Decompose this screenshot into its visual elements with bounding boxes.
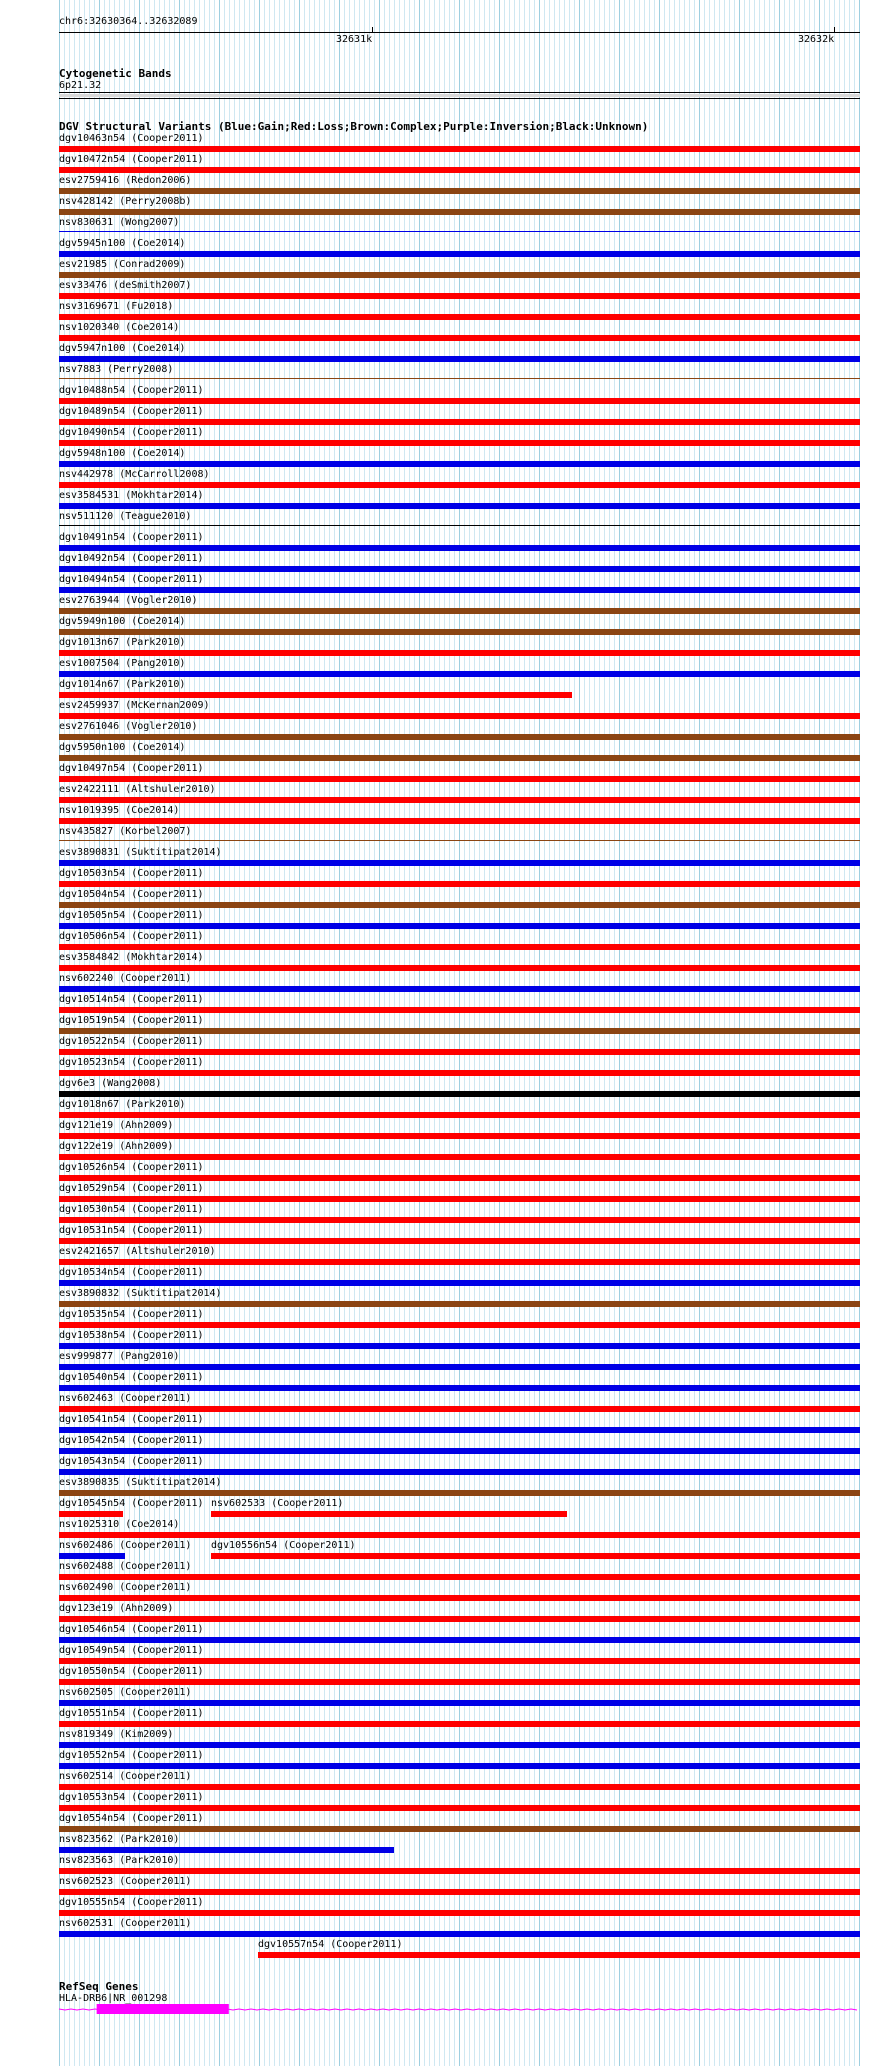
dgv-variant-label[interactable]: dgv10506n54 (Cooper2011) <box>59 931 204 942</box>
dgv-variant-bar[interactable] <box>59 1490 860 1496</box>
dgv-variant-bar[interactable] <box>211 1511 567 1517</box>
dgv-variant-label[interactable]: dgv10549n54 (Cooper2011) <box>59 1645 204 1656</box>
dgv-variant-bar[interactable] <box>59 1469 860 1475</box>
dgv-variant-label[interactable]: nsv819349 (Kim2009) <box>59 1729 174 1740</box>
dgv-variant-bar[interactable] <box>59 1322 860 1328</box>
refseq-exon-block[interactable] <box>97 2004 229 2014</box>
dgv-variant-bar[interactable] <box>59 1343 860 1349</box>
dgv-variant-bar[interactable] <box>59 629 860 635</box>
cytoband-track-title[interactable]: Cytogenetic Bands <box>59 67 172 80</box>
dgv-variant-label[interactable]: dgv10552n54 (Cooper2011) <box>59 1750 204 1761</box>
dgv-variant-bar[interactable] <box>59 1616 860 1622</box>
dgv-variant-bar[interactable] <box>258 1952 860 1958</box>
dgv-variant-label[interactable]: dgv10523n54 (Cooper2011) <box>59 1057 204 1068</box>
dgv-variant-bar[interactable] <box>59 1238 860 1244</box>
dgv-variant-bar[interactable] <box>59 461 860 467</box>
dgv-variant-label[interactable]: dgv10553n54 (Cooper2011) <box>59 1792 204 1803</box>
dgv-variant-bar[interactable] <box>59 1196 860 1202</box>
dgv-variant-bar[interactable] <box>59 251 860 257</box>
dgv-variant-label[interactable]: nsv1020340 (Coe2014) <box>59 322 180 333</box>
dgv-variant-label[interactable]: dgv10489n54 (Cooper2011) <box>59 406 204 417</box>
dgv-variant-label[interactable]: esv1007504 (Pang2010) <box>59 658 186 669</box>
dgv-variant-label[interactable]: dgv10488n54 (Cooper2011) <box>59 385 204 396</box>
dgv-variant-label[interactable]: nsv435827 (Korbel2007) <box>59 826 192 837</box>
dgv-variant-label[interactable]: dgv10550n54 (Cooper2011) <box>59 1666 204 1677</box>
ruler-tick-label-32631k: 32631k <box>336 34 373 45</box>
dgv-variant-bar[interactable] <box>59 1532 860 1538</box>
dgv-variant-label[interactable]: esv3890831 (Suktitipat2014) <box>59 847 222 858</box>
dgv-variant-bar[interactable] <box>59 587 860 593</box>
dgv-variant-bar[interactable] <box>59 188 860 194</box>
dgv-variant-label[interactable]: esv3890835 (Suktitipat2014) <box>59 1477 222 1488</box>
dgv-variant-label[interactable]: esv2761046 (Vogler2010) <box>59 721 198 732</box>
dgv-variant-bar[interactable] <box>59 146 860 152</box>
dgv-variant-bar[interactable] <box>59 1742 860 1748</box>
dgv-variant-bar[interactable] <box>59 482 860 488</box>
dgv-variant-bar[interactable] <box>59 525 860 526</box>
cytoband-band-6p21.32[interactable] <box>59 94 860 97</box>
dgv-variant-bar[interactable] <box>59 356 860 362</box>
dgv-variant-bar[interactable] <box>59 378 860 379</box>
dgv-variant-label[interactable]: nsv1025310 (Coe2014) <box>59 1519 180 1530</box>
dgv-variant-label[interactable]: dgv10490n54 (Cooper2011) <box>59 427 204 438</box>
dgv-variant-bar[interactable] <box>59 776 860 782</box>
dgv-variant-bar[interactable] <box>59 314 860 320</box>
ruler-axis-line <box>59 32 860 33</box>
dgv-variant-label[interactable]: esv2421657 (Altshuler2010) <box>59 1246 216 1257</box>
dgv-variant-label[interactable]: nsv823562 (Park2010) <box>59 1834 180 1845</box>
ruler-tick-32631k <box>372 27 373 33</box>
dgv-variant-bar[interactable] <box>59 209 860 215</box>
dgv-variant-bar[interactable] <box>59 1847 394 1853</box>
dgv-variant-label[interactable]: nsv3169671 (Fu2018) <box>59 301 174 312</box>
dgv-variant-bar[interactable] <box>59 1700 860 1706</box>
dgv-variant-label[interactable]: dgv1014n67 (Park2010) <box>59 679 186 690</box>
dgv-variant-label[interactable]: dgv10530n54 (Cooper2011) <box>59 1204 204 1215</box>
dgv-variant-bar[interactable] <box>59 1007 860 1013</box>
dgv-variant-label[interactable]: nsv428142 (Perry2008b) <box>59 196 192 207</box>
dgv-variant-label[interactable]: nsv602463 (Cooper2011) <box>59 1393 192 1404</box>
dgv-variant-label[interactable]: dgv5950n100 (Coe2014) <box>59 742 186 753</box>
dgv-variant-bar[interactable] <box>59 608 860 614</box>
dgv-variant-bar[interactable] <box>59 1070 860 1076</box>
dgv-variant-label[interactable]: dgv10546n54 (Cooper2011) <box>59 1624 204 1635</box>
dgv-variant-label[interactable]: esv3584531 (Mokhtar2014) <box>59 490 204 501</box>
dgv-variant-bar[interactable] <box>59 650 860 656</box>
dgv-variant-label[interactable]: dgv10514n54 (Cooper2011) <box>59 994 204 1005</box>
dgv-variant-bar[interactable] <box>59 1364 860 1370</box>
dgv-variant-bar[interactable] <box>59 503 860 509</box>
dgv-variant-label[interactable]: dgv10531n54 (Cooper2011) <box>59 1225 204 1236</box>
dgv-variant-label[interactable]: nsv602486 (Cooper2011) <box>59 1540 192 1551</box>
dgv-variant-bar[interactable] <box>59 1553 125 1559</box>
dgv-variant-label[interactable]: nsv602505 (Cooper2011) <box>59 1687 192 1698</box>
dgv-variant-label[interactable]: esv999877 (Pang2010) <box>59 1351 180 1362</box>
dgv-variant-label[interactable]: dgv10492n54 (Cooper2011) <box>59 553 204 564</box>
dgv-variant-bar[interactable] <box>59 1721 860 1727</box>
dgv-variant-bar[interactable] <box>59 566 860 572</box>
dgv-variant-bar[interactable] <box>59 734 860 740</box>
dgv-variant-bar[interactable] <box>59 1889 860 1895</box>
dgv-variant-bar[interactable] <box>59 231 860 232</box>
dgv-variant-bar[interactable] <box>59 1511 123 1517</box>
dgv-variant-bar[interactable] <box>59 797 860 803</box>
dgv-variant-label[interactable]: dgv123e19 (Ahn2009) <box>59 1603 174 1614</box>
dgv-variant-label[interactable]: dgv5947n100 (Coe2014) <box>59 343 186 354</box>
dgv-variant-label[interactable]: esv33476 (deSmith2007) <box>59 280 192 291</box>
dgv-variant-label[interactable]: dgv10542n54 (Cooper2011) <box>59 1435 204 1446</box>
dgv-variant-label[interactable]: esv3584842 (Mokhtar2014) <box>59 952 204 963</box>
dgv-variant-label[interactable]: dgv10472n54 (Cooper2011) <box>59 154 204 165</box>
dgv-variant-label[interactable]: esv2422111 (Altshuler2010) <box>59 784 216 795</box>
dgv-variant-bar[interactable] <box>59 1910 860 1916</box>
dgv-variant-bar[interactable] <box>59 272 860 278</box>
ruler-tick-label-32632k: 32632k <box>798 34 835 45</box>
dgv-variant-label[interactable]: dgv10534n54 (Cooper2011) <box>59 1267 204 1278</box>
dgv-variant-label[interactable]: nsv602514 (Cooper2011) <box>59 1771 192 1782</box>
dgv-variant-bar[interactable] <box>59 1154 860 1160</box>
dgv-variant-label[interactable]: dgv122e19 (Ahn2009) <box>59 1141 174 1152</box>
dgv-variant-label[interactable]: dgv6e3 (Wang2008) <box>59 1078 162 1089</box>
dgv-variant-label[interactable]: nsv602533 (Cooper2011) <box>211 1498 344 1509</box>
dgv-variant-bar[interactable] <box>59 1133 860 1139</box>
dgv-variant-label[interactable]: dgv10526n54 (Cooper2011) <box>59 1162 204 1173</box>
dgv-variant-bar[interactable] <box>59 671 860 677</box>
dgv-variant-label[interactable]: dgv10551n54 (Cooper2011) <box>59 1708 204 1719</box>
dgv-variant-bar[interactable] <box>59 293 860 299</box>
dgv-variant-bar[interactable] <box>59 1805 860 1811</box>
dgv-variant-label[interactable]: dgv10540n54 (Cooper2011) <box>59 1372 204 1383</box>
dgv-variant-label[interactable]: dgv1018n67 (Park2010) <box>59 1099 186 1110</box>
dgv-variant-bar[interactable] <box>59 840 860 841</box>
dgv-variant-bar[interactable] <box>59 1175 860 1181</box>
dgv-track-title[interactable]: DGV Structural Variants (Blue:Gain;Red:Loss;Brown:Complex;Purple:Inversion;Black:Unknown) <box>59 120 649 133</box>
dgv-variant-label[interactable]: dgv10545n54 (Cooper2011) <box>59 1498 204 1509</box>
dgv-variant-label[interactable]: esv2759416 (Redon2006) <box>59 175 192 186</box>
dgv-variant-bar[interactable] <box>59 755 860 761</box>
dgv-variant-bar[interactable] <box>59 1574 860 1580</box>
dgv-variant-label[interactable]: nsv442978 (McCarroll2008) <box>59 469 210 480</box>
dgv-variant-label[interactable]: dgv1013n67 (Park2010) <box>59 637 186 648</box>
dgv-variant-label[interactable]: dgv10494n54 (Cooper2011) <box>59 574 204 585</box>
refseq-gene-model[interactable] <box>0 1995 890 2025</box>
dgv-variant-bar[interactable] <box>59 419 860 425</box>
dgv-variant-bar[interactable] <box>59 1217 860 1223</box>
dgv-variant-label[interactable]: dgv10557n54 (Cooper2011) <box>258 1939 403 1950</box>
dgv-variant-label[interactable]: nsv830631 (Wong2007) <box>59 217 180 228</box>
dgv-variant-label[interactable]: nsv511120 (Teague2010) <box>59 511 192 522</box>
dgv-variant-bar[interactable] <box>59 944 860 950</box>
dgv-variant-label[interactable]: esv2459937 (McKernan2009) <box>59 700 210 711</box>
dgv-variant-label[interactable]: nsv1019395 (Coe2014) <box>59 805 180 816</box>
dgv-variant-bar[interactable] <box>59 1091 860 1097</box>
dgv-variant-label[interactable]: nsv602490 (Cooper2011) <box>59 1582 192 1593</box>
dgv-variant-label[interactable]: dgv10504n54 (Cooper2011) <box>59 889 204 900</box>
dgv-variant-label[interactable]: dgv10535n54 (Cooper2011) <box>59 1309 204 1320</box>
dgv-variant-bar[interactable] <box>59 1931 860 1937</box>
dgv-variant-bar[interactable] <box>59 1301 860 1307</box>
cytoband-border-bottom <box>59 98 860 99</box>
dgv-variant-bar[interactable] <box>59 1826 860 1832</box>
dgv-variant-bar[interactable] <box>59 986 860 992</box>
dgv-variant-label[interactable]: nsv602531 (Cooper2011) <box>59 1918 192 1929</box>
dgv-variant-label[interactable]: dgv121e19 (Ahn2009) <box>59 1120 174 1131</box>
dgv-variant-label[interactable]: nsv602488 (Cooper2011) <box>59 1561 192 1572</box>
dgv-variant-label[interactable]: dgv10554n54 (Cooper2011) <box>59 1813 204 1824</box>
dgv-variant-label[interactable]: esv21985 (Conrad2009) <box>59 259 186 270</box>
dgv-variant-label[interactable]: dgv5948n100 (Coe2014) <box>59 448 186 459</box>
dgv-variant-label[interactable]: nsv7883 (Perry2008) <box>59 364 174 375</box>
cytoband-label: 6p21.32 <box>59 80 102 91</box>
dgv-variant-bar[interactable] <box>59 965 860 971</box>
dgv-variant-label[interactable]: nsv823563 (Park2010) <box>59 1855 180 1866</box>
dgv-variant-bar[interactable] <box>59 1427 860 1433</box>
dgv-variant-label[interactable]: nsv602240 (Cooper2011) <box>59 973 192 984</box>
dgv-variant-label[interactable]: dgv10497n54 (Cooper2011) <box>59 763 204 774</box>
dgv-variant-bar[interactable] <box>59 1280 860 1286</box>
dgv-variant-label[interactable]: dgv10543n54 (Cooper2011) <box>59 1456 204 1467</box>
dgv-variant-bar[interactable] <box>59 1112 860 1118</box>
dgv-variant-bar[interactable] <box>59 167 860 173</box>
dgv-variant-bar[interactable] <box>59 1448 860 1454</box>
dgv-variant-bar[interactable] <box>59 881 860 887</box>
dgv-variant-bar[interactable] <box>59 818 860 824</box>
dgv-variant-bar[interactable] <box>59 1868 860 1874</box>
dgv-variant-bar[interactable] <box>59 1637 860 1643</box>
dgv-variant-bar[interactable] <box>59 398 860 404</box>
dgv-variant-bar[interactable] <box>59 1028 860 1034</box>
ruler-position-label: chr6:32630364..32632089 <box>59 16 198 27</box>
dgv-variant-label[interactable]: dgv10519n54 (Cooper2011) <box>59 1015 204 1026</box>
dgv-variant-label[interactable]: dgv10555n54 (Cooper2011) <box>59 1897 204 1908</box>
dgv-variant-bar[interactable] <box>59 1784 860 1790</box>
refseq-track-title[interactable]: RefSeq Genes <box>59 1980 139 1993</box>
dgv-variant-bar[interactable] <box>59 1658 860 1664</box>
dgv-variant-bar[interactable] <box>59 1406 860 1412</box>
dgv-variant-bar[interactable] <box>59 923 860 929</box>
dgv-variant-bar[interactable] <box>211 1553 860 1559</box>
refseq-gene-label[interactable]: HLA-DRB6|NR_001298 <box>59 1993 168 2004</box>
dgv-variant-bar[interactable] <box>59 860 860 866</box>
dgv-variant-bar[interactable] <box>59 1259 860 1265</box>
dgv-variant-label[interactable]: dgv10541n54 (Cooper2011) <box>59 1414 204 1425</box>
dgv-variant-bar[interactable] <box>59 713 860 719</box>
dgv-variant-label[interactable]: esv2763944 (Vogler2010) <box>59 595 198 606</box>
dgv-variant-bar[interactable] <box>59 1763 860 1769</box>
dgv-variant-label[interactable]: dgv10505n54 (Cooper2011) <box>59 910 204 921</box>
dgv-variant-bar[interactable] <box>59 1679 860 1685</box>
dgv-variant-label[interactable]: dgv10522n54 (Cooper2011) <box>59 1036 204 1047</box>
dgv-variant-label[interactable]: dgv10556n54 (Cooper2011) <box>211 1540 356 1551</box>
dgv-variant-bar[interactable] <box>59 1049 860 1055</box>
dgv-variant-bar[interactable] <box>59 335 860 341</box>
dgv-variant-bar[interactable] <box>59 440 860 446</box>
dgv-variant-bar[interactable] <box>59 545 860 551</box>
dgv-variant-bar[interactable] <box>59 902 860 908</box>
dgv-variant-label[interactable]: dgv10463n54 (Cooper2011) <box>59 133 204 144</box>
dgv-variant-bar[interactable] <box>59 1385 860 1391</box>
cytoband-border-top <box>59 92 860 93</box>
dgv-variant-bar[interactable] <box>59 692 572 698</box>
dgv-variant-label[interactable]: dgv10503n54 (Cooper2011) <box>59 868 204 879</box>
dgv-variant-label[interactable]: dgv10491n54 (Cooper2011) <box>59 532 204 543</box>
dgv-variant-bar[interactable] <box>59 1595 860 1601</box>
dgv-variant-label[interactable]: nsv602523 (Cooper2011) <box>59 1876 192 1887</box>
dgv-variant-label[interactable]: dgv5949n100 (Coe2014) <box>59 616 186 627</box>
dgv-variant-label[interactable]: dgv10529n54 (Cooper2011) <box>59 1183 204 1194</box>
ruler-tick-32632k <box>834 27 835 33</box>
dgv-variant-label[interactable]: dgv5945n100 (Coe2014) <box>59 238 186 249</box>
dgv-variant-label[interactable]: dgv10538n54 (Cooper2011) <box>59 1330 204 1341</box>
dgv-variant-label[interactable]: esv3890832 (Suktitipat2014) <box>59 1288 222 1299</box>
